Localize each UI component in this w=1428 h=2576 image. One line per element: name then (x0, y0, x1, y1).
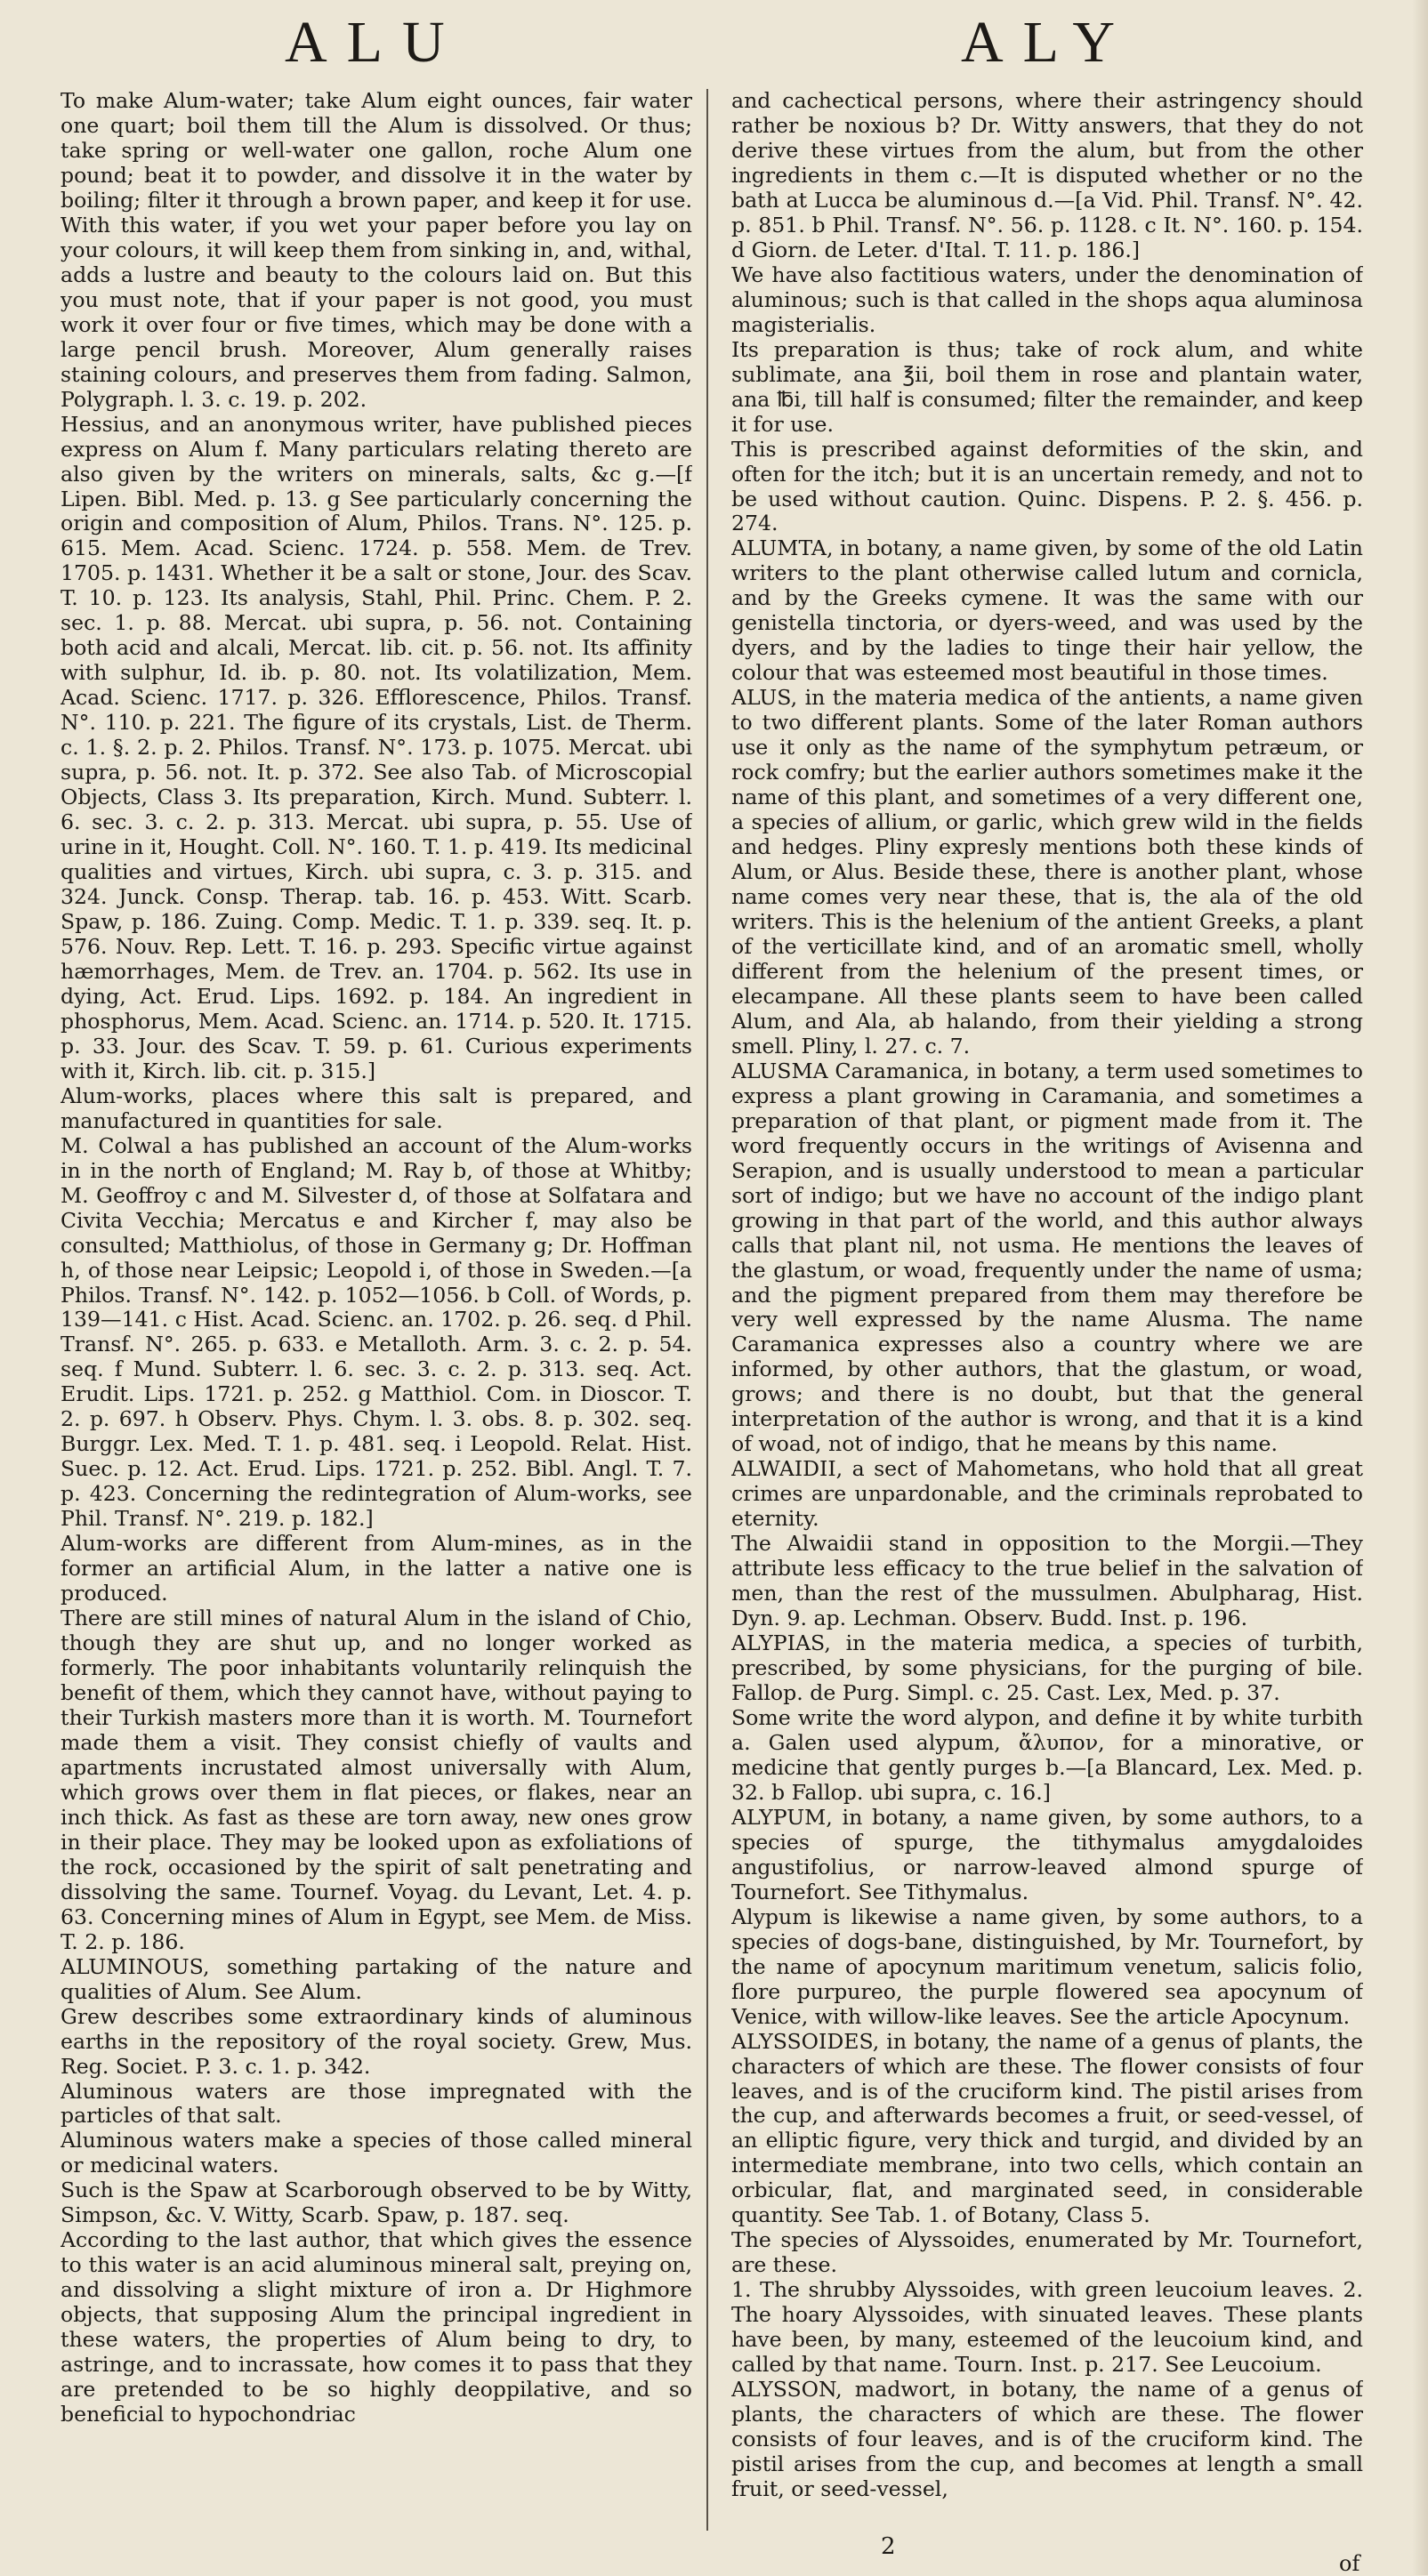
page-number: 2 (881, 2533, 896, 2560)
paragraph: Some write the word alypon, and define it by white turbith a. Galen used alypum, ἄλυπον, for a minorative, or medicine that gently purges b.—[a Blancard, Lex. Med. p. 32. b Fallop. ubi supra, c. 16.] (731, 1704, 1363, 1805)
page-edge-shadow (1412, 0, 1428, 2575)
paragraph: ALUS, in the materia medica of the antients, a name given to two different plants. Some of the later Roman authors use it only as the name of the symphytum petræum, or rock comfry; but the earlier authors sometimes make it the name of this plant, and sometimes of a very different one, a species of allium, or garlic, which grew wild in the fields and hedges. Pliny expresly mentions both these kinds of Alum, or Alus. Beside these, there is another plant, whose name comes very near these, that is, the ala of the old writers. This is the helenium of the antient Greeks, a plant of the verticillate kind, and of an aromatic smell, wholly different from the helenium of the present times, or elecampane. All these plants seem to have been called Alum, and Ala, ab halando, from their yielding a strong smell. Pliny, l. 27. c. 7. (731, 685, 1363, 1059)
paragraph: ALUSMA Caramanica, in botany, a term used sometimes to express a plant growing in Caramania, and sometimes a preparation of that plant, or pigment made from it. The word frequently occurs in the writings of Avisenna and Serapion, and is usually understood to mean a particular sort of indigo; but we have no account of the indigo plant growing in that part of the world, and this author always calls that plant nil, not usma. He mentions the leaves of the glastum, or woad, frequently under the name of usma; and the pigment prepared from them may therefore be very well expressed by the name Alusma. The name Caramanica expresses also a country where we are informed, by other authors, that the glastum, or woad, grows; and there is no doubt, but that the general interpretation of the author is wrong, and that it is a kind of woad, not of indigo, that he means by this name. (731, 1058, 1363, 1457)
paragraph: ALUMINOUS, something partaking of the nature and qualities of Alum. See Alum. (61, 1953, 692, 2004)
paragraph: Its preparation is thus; take of rock alum, and white sublimate, ana ℥ii, boil them in rose and plantain water, ana ℔i, till half is consumed; filter the remainder, and keep it for use. (731, 336, 1363, 437)
paragraph: The species of Alyssoides, enumerated by Mr. Tournefort, are these. (731, 2227, 1363, 2278)
right-column (731, 89, 1363, 2526)
paragraph: To make Alum-water; take Alum eight ounces, fair water one quart; boil them till the Alum is dissolved. Or thus; take spring or well-water one gallon, roche Alum one pound; beat it to powder, and dissolve it in the water by boiling; filter it through a brown paper, and keep it for use. With this water, if you wet your paper before you lay on your colours, it will keep them from sinking in, and, withal, adds a lustre and beauty to the colours laid on. But this you must note, that if your paper is not good, you must work it over four or five times, which may be done with a large pencil brush. Moreover, Alum generally raises staining colours, and preserves them from fading. Salmon, Polygraph. l. 3. c. 19. p. 202. (61, 89, 692, 412)
paragraph: Grew describes some extraordinary kinds of aluminous earths in the repository of the royal society. Grew, Mus. Reg. Societ. P. 3. c. 1. p. 342. (61, 2003, 692, 2079)
paragraph: ALYPUM, in botany, a name given, by some authors, to a species of spurge, the tithymalus amygdaloides angustifolius, or narrow-leaved almond spurge of Tournefort. See Tithymalus. (731, 1804, 1363, 1904)
paragraph: 1. The shrubby Alyssoides, with green leucoium leaves. 2. The hoary Alyssoides, with sinuated leaves. These plants have been, by many, esteemed of the leucoium kind, and called by that name. Tourn. Inst. p. 217. See Leucoium. (731, 2277, 1363, 2378)
catchword: of (1339, 2551, 1360, 2576)
paragraph: and cachectical persons, where their astringency should rather be noxious b? Dr. Witty answers, that they do not derive these virtues from the alum, but from the other ingredients in them c.—It is disputed whether or no the bath at Lucca be aluminous d.—[a Vid. Phil. Transf. N°. 42. p. 851. b Phil. Transf. N°. 56. p. 1128. c It. N°. 160. p. 154. d Giorn. de Leter. d'Ital. T. 11. p. 186.] (731, 89, 1363, 262)
paragraph: ALYSSOIDES, in botany, the name of a genus of plants, the characters of which are these. The flower consists of four leaves, and is of the cruciform kind. The pistil arises from the cup, and afterwards becomes a fruit, or seed-vessel, of an elliptic figure, very thick and turgid, and divided by an intermediate membrane, into two cells, which contain an orbicular, flat, and marginated seed, in considerable quantity. See Tab. 1. of Botany, Class 5. (731, 2028, 1363, 2228)
paragraph: Such is the Spaw at Scarborough observed to be by Witty, Simpson, &c. V. Witty, Scarb. Spaw, p. 187. seq. (61, 2178, 692, 2228)
running-header (62, 9, 1335, 93)
paragraph: According to the last author, that which gives the essence to this water is an acid aluminous mineral salt, preying on, and dissolving a slight mixture of iron a. Dr Highmore objects, that supposing Alum the principal ingredient in these waters, the properties of Alum being to dry, to astringe, and to incrassate, how comes it to pass that they are pretended to be so highly deoppilative, and so beneficial to hypochondriac (61, 2227, 692, 2427)
paragraph: This is prescribed against deformities of the skin, and often for the itch; but it is an uncertain remedy, and not to be used without caution. Quinc. Dispens. P. 2. §. 456. p. 274. (731, 436, 1363, 536)
paragraph: ALYSSON, madwort, in botany, the name of a genus of plants, the characters of which are these. The flower consists of four leaves, and is of the cruciform kind. The pistil arises from the cup, and becomes at length a small fruit, or seed-vessel, (731, 2377, 1363, 2501)
paragraph: The Alwaidii stand in opposition to the Morgii.—They attribute less efficacy to the true belief in the salvation of men, than the rest of the mussulmen. Abulpharag, Hist. Dyn. 9. ap. Lechman. Observ. Budd. Inst. p. 196. (731, 1531, 1363, 1631)
header-right-guideword: ALY (961, 10, 1135, 75)
paragraph: Hessius, and an anonymous writer, have published pieces express on Alum f. Many particulars relating thereto are also given by the writers on minerals, salts, &c g.—[f Lipen. Bibl. Med. p. 13. g See particularly concerning the origin and composition of Alum, Philos. Trans. N°. 125. p. 615. Mem. Acad. Scienc. 1724. p. 558. Mem. de Trev. 1705. p. 1431. Whether it be a salt or stone, Jour. des Scav. T. 10. p. 123. Its analysis, Stahl, Phil. Princ. Chem. P. 2. sec. 1. p. 88. Mercat. ubi supra, p. 56. not. Containing both acid and alcali, Mercat. lib. cit. p. 56. not. Its affinity with sulphur, Id. ib. p. 80. not. Its volatilization, Mem. Acad. Scienc. 1717. p. 326. Efflorescence, Philos. Transf. N°. 110. p. 221. The figure of its crystals, List. de Therm. c. 1. §. 2. p. 2. Philos. Transf. N°. 173. p. 1075. Mercat. ubi supra, p. 56. not. It. p. 372. See also Tab. of Microscopial Objects, Class 3. Its preparation, Kirch. Mund. Subterr. l. 6. sec. 3. c. 2. p. 313. Mercat. ubi supra, p. 55. Use of urine in it, Hought. Coll. N°. 160. T. 1. p. 419. Its medicinal qualities and virtues, Kirch. ubi supra, c. 3. p. 315. and 324. Junck. Consp. Therap. tab. 16. p. 453. Witt. Scarb. Spaw, p. 186. Zuing. Comp. Medic. T. 1. p. 339. seq. It. p. 576. Nouv. Rep. Lett. T. 16. p. 293. Specific virtue against hæmorrhages, Mem. de Trev. an. 1704. p. 562. Its use in dying, Act. Erud. Lips. 1692. p. 184. An ingredient in phosphorus, Mem. Acad. Scienc. an. 1714. p. 520. It. 1715. p. 33. Jour. des Scav. T. 59. p. 61. Curious experiments with it, Kirch. lib. cit. p. 315.] (61, 411, 692, 1083)
paragraph: Alum-works, places where this salt is prepared, and manufactured in quantities for sale. (61, 1083, 692, 1133)
paragraph: Aluminous waters make a species of those called mineral or medicinal waters. (61, 2128, 692, 2178)
paragraph: ALWAIDII, a sect of Mahometans, who hold that all great crimes are unpardonable, and the criminals reprobated to eternity. (731, 1456, 1363, 1532)
paragraph: ALUMTA, in botany, a name given, by some of the old Latin writers to the plant otherwise called lutum and cornicla, and by the Greeks cymene. It was the same with our genistella tinctoria, or dyers-weed, and was used by the dyers, and by the ladies to tinge their hair yellow, the colour that was esteemed most beautiful in those times. (731, 535, 1363, 686)
paragraph: Aluminous waters are those impregnated with the particles of that salt. (61, 2078, 692, 2129)
column-divider (706, 89, 708, 2531)
left-column (61, 89, 692, 2526)
paragraph: Alypum is likewise a name given, by some authors, to a species of dogs-bane, distinguished, by Mr. Tournefort, by the name of apocynum maritimum venetum, salicis folio, flore purpureo, the purple flowered sea apocynum of Venice, with willow-like leaves. See the article Apocynum. (731, 1904, 1363, 2029)
paragraph: M. Colwal a has published an account of the Alum-works in in the north of England; M. Ray b, of those at Whitby; M. Geoffroy c and M. Silvester d, of those at Solfatara and Civita Vecchia; Mercatus e and Kircher f, may also be consulted; Matthiolus, of those in Germany g; Dr. Hoffman h, of those near Leipsic; Leopold i, of those in Sweden.—[a Philos. Transf. N°. 142. p. 1052—1056. b Coll. of Words, p. 139—141. c Hist. Acad. Scienc. an. 1702. p. 26. seq. d Phil. Transf. N°. 265. p. 633. e Metalloth. Arm. 3. c. 2. p. 54. seq. f Mund. Subterr. l. 6. sec. 3. c. 2. p. 313. seq. Act. Erudit. Lips. 1721. p. 252. g Matthiol. Com. in Dioscor. T. 2. p. 697. h Observ. Phys. Chym. l. 3. obs. 8. p. 302. seq. Burggr. Lex. Med. T. 1. p. 481. seq. i Leopold. Relat. Hist. Suec. p. 12. Act. Erud. Lips. 1721. p. 252. Bibl. Angl. T. 7. p. 423. Concerning the redintegration of Alum-works, see Phil. Transf. N°. 219. p. 182.] (61, 1132, 692, 1532)
paragraph: We have also factitious waters, under the denomination of aluminous; such is that called in the shops aqua aluminosa magisterialis. (731, 262, 1363, 337)
paragraph: Alum-works are different from Alum-mines, as in the former an artificial Alum, in the latter a native one is produced. (61, 1531, 692, 1606)
header-left-guideword: ALU (285, 10, 464, 75)
paragraph: There are still mines of natural Alum in the island of Chio, though they are shut up, and no longer worked as formerly. The poor inhabitants voluntarily relinquish the benefit of them, which they cannot have, without paying to their Turkish masters more than it is worth. M. Tournefort made them a visit. They consist chiefly of vaults and apartments incrustated almost universally with Alum, which grows over them in flat pieces, or flakes, near an inch thick. As fast as these are torn away, new ones grow in their place. They may be looked upon as exfoliations of the rock, occasioned by the spirit of salt penetrating and dissolving the same. Tournef. Voyag. du Levant, Let. 4. p. 63. Concerning mines of Alum in Egypt, see Mem. de Miss. T. 2. p. 186. (61, 1606, 692, 1954)
paragraph: ALYPIAS, in the materia medica, a species of turbith, prescribed, by some physicians, for the purging of bile. Fallop. de Purg. Simpl. c. 25. Cast. Lex, Med. p. 37. (731, 1630, 1363, 1705)
